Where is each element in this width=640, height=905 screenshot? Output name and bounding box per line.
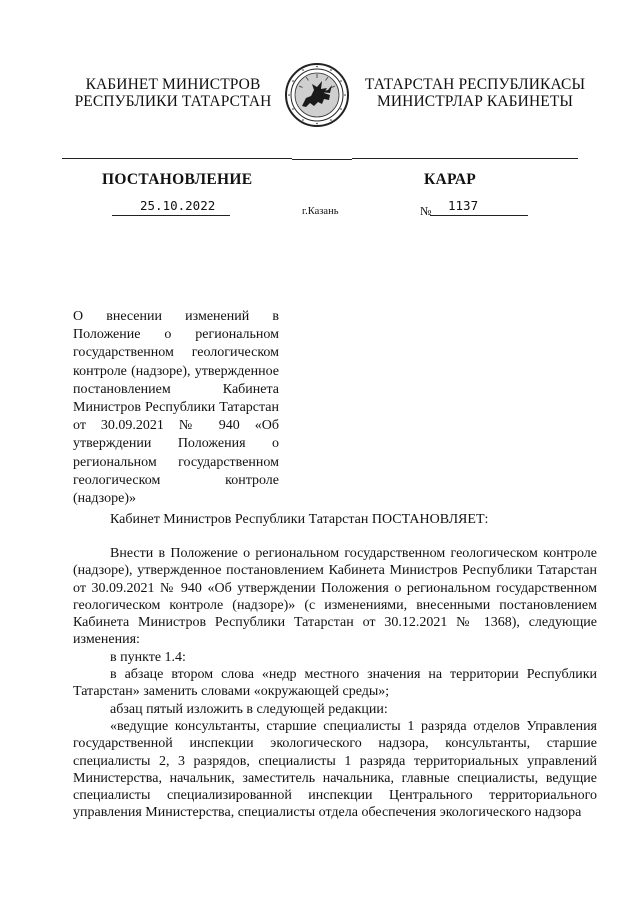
issuer-tatar-line1: ТАТАРСТАН РЕСПУБЛИКАСЫ	[364, 76, 586, 93]
issuer-tatar	[355, 76, 595, 110]
issuer-russian	[62, 76, 284, 110]
paragraph-4: абзац пятый изложить в следующей редакции:	[110, 702, 388, 717]
header-rule-left	[62, 158, 292, 159]
doc-type-tatar: КАРАР	[424, 171, 477, 188]
doc-title: О внесении изменений в Положение о региональном государственном геологическом контроле (надзоре), утвержденное постановлением Кабинета Министров Республики Татарстан от 30.09.2021 № 940 «Об утверждении Положения о региональном государственном геологическом контроле (надзоре)»	[73, 309, 279, 507]
doc-date: 25.10.2022	[140, 198, 216, 213]
issuer-tatar-line2: МИНИСТРЛАР КАБИНЕТЫ	[377, 93, 573, 110]
issuer-russian-line2: РЕСПУБЛИКИ ТАТАРСТАН	[74, 93, 272, 110]
doc-number: 1137	[448, 198, 479, 213]
paragraph-3: в абзаце втором слова «недр местного значения на территории Республики Татарстан» заменить словами «окружающей среды»;	[73, 667, 597, 700]
header-rule-center	[292, 159, 352, 160]
number-underline	[430, 215, 528, 216]
paragraph-5: «ведущие консультанты, старшие специалисты 1 разряда отделов Управления государственной инспекции экологического надзора, консультанты, старшие специалисты 2, 3 разрядов, специалисты 1 разряда территориальных управлений Министерства, начальник, заместитель начальника, главные специалисты, ведущие специалисты специализированной инспекции Центрального территориального управления Министерства, специалисты отдела обеспечения экологического надзора	[73, 719, 597, 821]
doc-city: г.Казань	[302, 206, 339, 217]
date-underline	[112, 215, 230, 216]
issuer-russian-line1: КАБИНЕТ МИНИСТРОВ	[85, 76, 261, 93]
header-rule-right	[352, 158, 578, 159]
paragraph-1: Внести в Положение о региональном государственном геологическом контроле (надзоре), утвержденное постановлением Кабинета Министров Республики Татарстан от 30.09.2021 № 940 «Об утверждении Положения о региональном государственном геологическом контроле (надзоре)» (с изменениями, внесенными постановлением Кабинета Министров Республики Татарстан от 30.12.2021 № 1368), следующие изменения:	[73, 546, 597, 648]
doc-type-russian: ПОСТАНОВЛЕНИЕ	[102, 171, 253, 188]
paragraph-2: в пункте 1.4:	[110, 650, 186, 665]
preamble: Кабинет Министров Республики Татарстан ПОСТАНОВЛЯЕТ:	[110, 512, 489, 527]
tatarstan-coat-of-arms-icon	[284, 62, 350, 128]
number-sign: №	[420, 204, 432, 218]
